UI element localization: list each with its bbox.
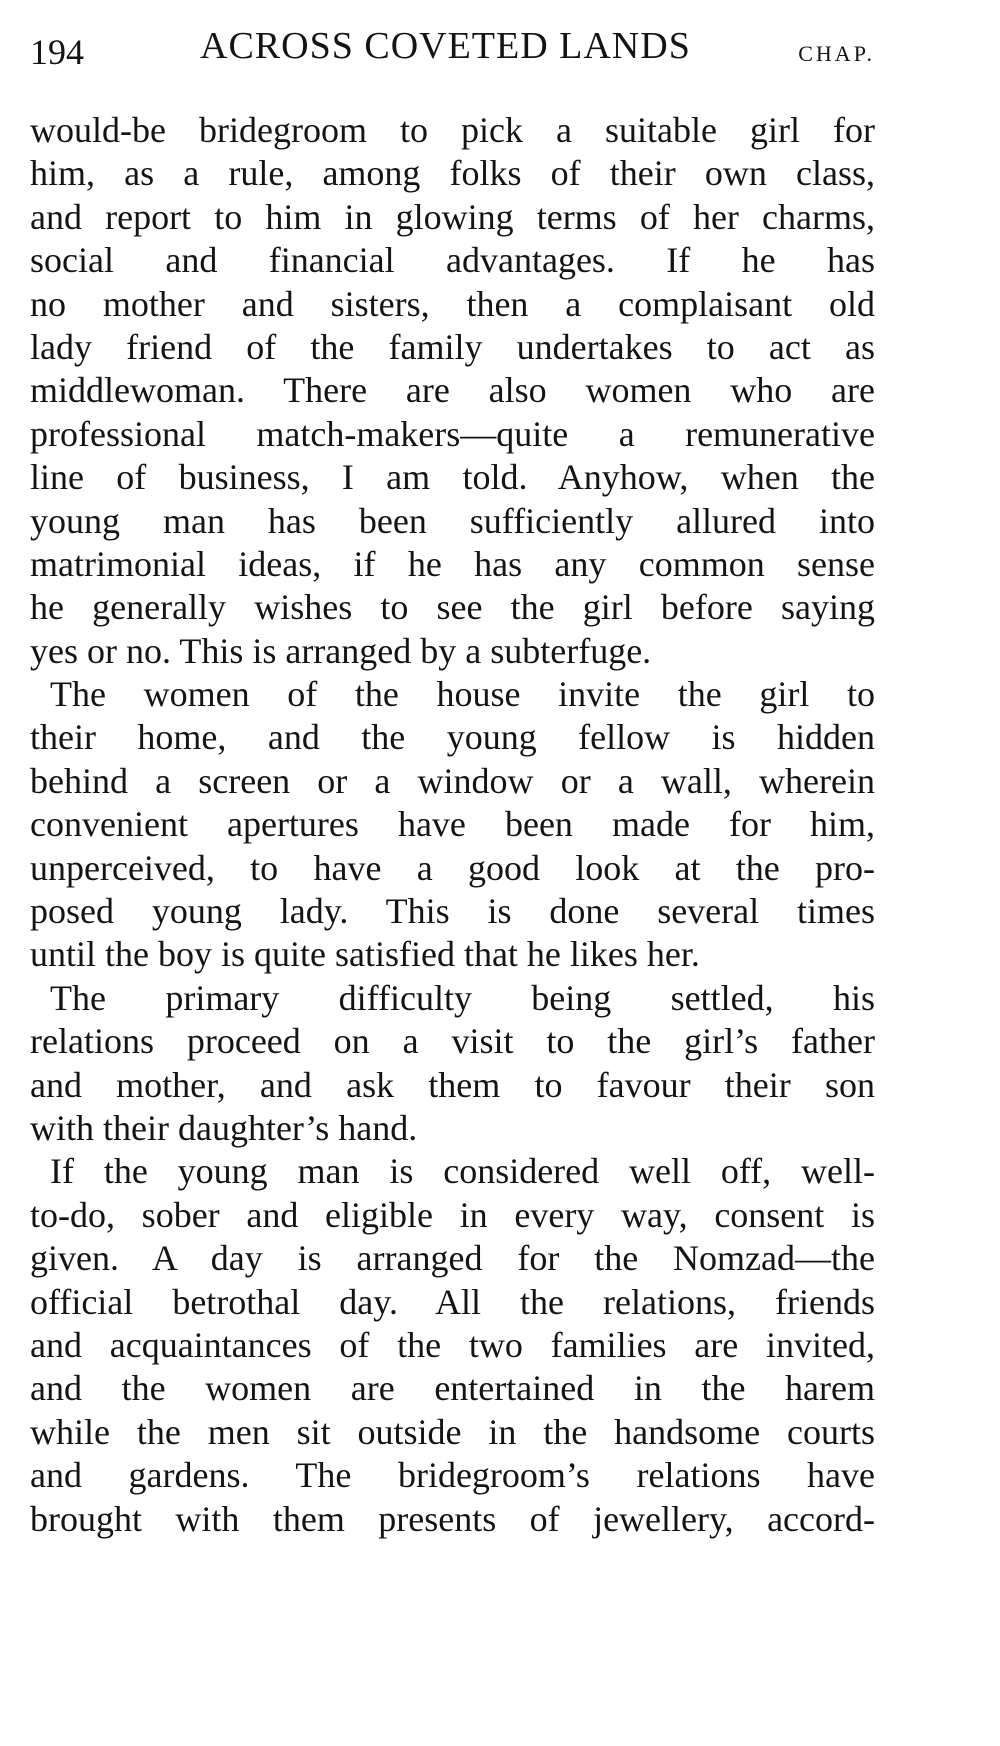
text-line: and mother, and ask them to favour their son bbox=[30, 1064, 875, 1105]
text-line: until the boy is quite satisfied that he likes her. bbox=[30, 934, 700, 975]
text-line: relations proceed on a visit to the girl’s father bbox=[30, 1021, 875, 1062]
page-number: 194 bbox=[30, 32, 84, 72]
running-title: ACROSS COVETED LANDS bbox=[200, 25, 691, 67]
text-line: If the young man is considered well off, well- bbox=[50, 1151, 875, 1192]
text-line: and report to him in glowing terms of her charms, bbox=[30, 196, 875, 237]
text-line: with their daughter’s hand. bbox=[30, 1107, 418, 1148]
body-text bbox=[30, 109, 875, 1541]
text-line: given. A day is arranged for the Nomzad—the bbox=[30, 1238, 875, 1279]
text-line: posed young lady. This is done several times bbox=[30, 891, 875, 932]
text-line: no mother and sisters, then a complaisant old bbox=[30, 283, 875, 324]
text-line: their home, and the young fellow is hidden bbox=[30, 717, 875, 758]
text-line: and gardens. The bridegroom’s relations have bbox=[30, 1455, 875, 1496]
text-line: middlewoman. There are also women who are bbox=[30, 370, 875, 411]
text-line: brought with them presents of jewellery, accord- bbox=[30, 1498, 875, 1539]
text-line: young man has been sufficiently allured into bbox=[30, 500, 875, 541]
text-line: unperceived, to have a good look at the pro- bbox=[30, 847, 875, 888]
text-line: lady friend of the family undertakes to act as bbox=[30, 326, 875, 367]
text-line: line of business, I am told. Anyhow, when the bbox=[30, 457, 875, 498]
text-line: while the men sit outside in the handsome courts bbox=[30, 1411, 875, 1452]
text-line: matrimonial ideas, if he has any common sense bbox=[30, 543, 875, 584]
book-page bbox=[30, 22, 875, 1722]
text-line: would-be bridegroom to pick a suitable girl for bbox=[30, 110, 875, 150]
chapter-label: CHAP. bbox=[798, 41, 875, 66]
text-line: behind a screen or a window or a wall, wherein bbox=[30, 760, 875, 801]
text-line: social and financial advantages. If he has bbox=[30, 240, 875, 281]
text-line: and acquaintances of the two families are invited, bbox=[30, 1324, 875, 1365]
text-line: he generally wishes to see the girl before saying bbox=[30, 587, 875, 628]
text-line: The women of the house invite the girl to bbox=[50, 674, 875, 715]
text-line: convenient apertures have been made for him, bbox=[30, 804, 875, 845]
text-line: and the women are entertained in the harem bbox=[30, 1368, 875, 1409]
text-line: The primary difficulty being settled, his bbox=[50, 977, 875, 1018]
text-line: him, as a rule, among folks of their own class, bbox=[30, 153, 875, 194]
text-line: professional match-makers—quite a remunerative bbox=[30, 413, 875, 454]
text-line: yes or no. This is arranged by a subterfuge. bbox=[30, 630, 652, 671]
running-head bbox=[30, 22, 875, 82]
text-line: to-do, sober and eligible in every way, consent is bbox=[30, 1194, 875, 1235]
text-line: official betrothal day. All the relations, friends bbox=[30, 1281, 875, 1322]
